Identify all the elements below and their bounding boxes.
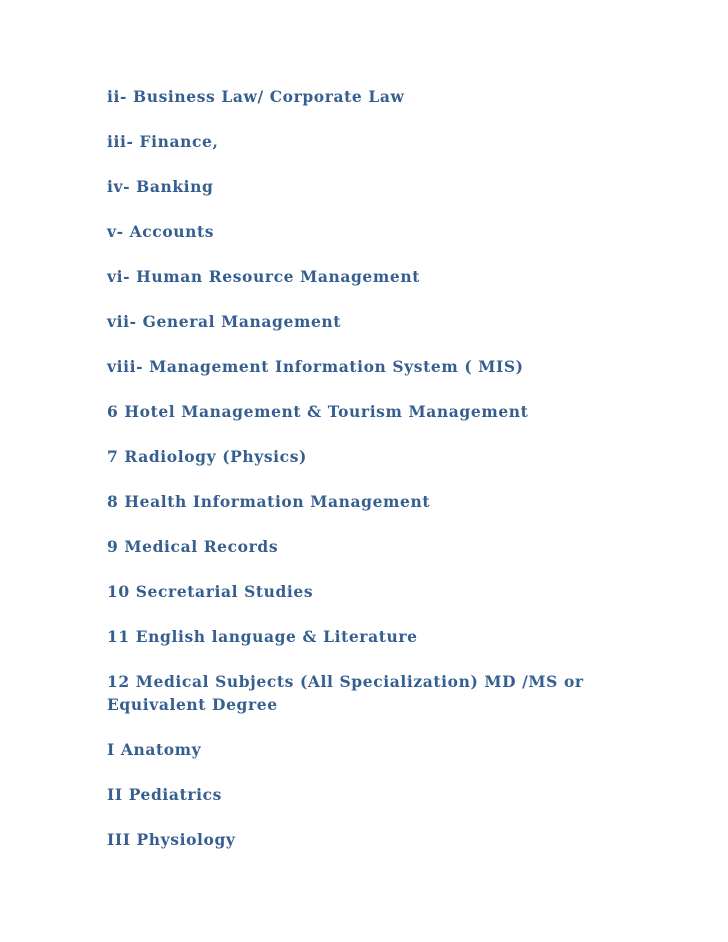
medical-subjects-line-1: 12 Medical Subjects (All Specialization) MD /MS or: [107, 672, 584, 691]
list-item-medical-subjects: [107, 670, 584, 716]
list-item-accounts: v- Accounts: [107, 222, 215, 241]
document-body: [107, 85, 584, 873]
list-item-finance: iii- Finance,: [107, 132, 219, 151]
list-item-english-literature: 11 English language & Literature: [107, 627, 418, 646]
list-item-general-management: vii- General Management: [107, 312, 342, 331]
subject-item-pediatrics: II Pediatrics: [107, 785, 222, 804]
list-item-mis: viii- Management Information System ( MIS): [107, 357, 524, 376]
medical-subjects-line-2: Equivalent Degree: [107, 695, 278, 714]
list-item-human-resource: vi- Human Resource Management: [107, 267, 420, 286]
subject-item-anatomy: I Anatomy: [107, 740, 202, 759]
list-item-banking: iv- Banking: [107, 177, 214, 196]
list-item-hotel-management: 6 Hotel Management & Tourism Management: [107, 402, 529, 421]
list-item-medical-records: 9 Medical Records: [107, 537, 279, 556]
list-item-radiology: 7 Radiology (Physics): [107, 447, 307, 466]
list-item-health-information: 8 Health Information Management: [107, 492, 431, 511]
list-item-secretarial-studies: 10 Secretarial Studies: [107, 582, 314, 601]
subject-item-physiology: III Physiology: [107, 830, 236, 849]
list-item-business-law: ii- Business Law/ Corporate Law: [107, 87, 405, 106]
